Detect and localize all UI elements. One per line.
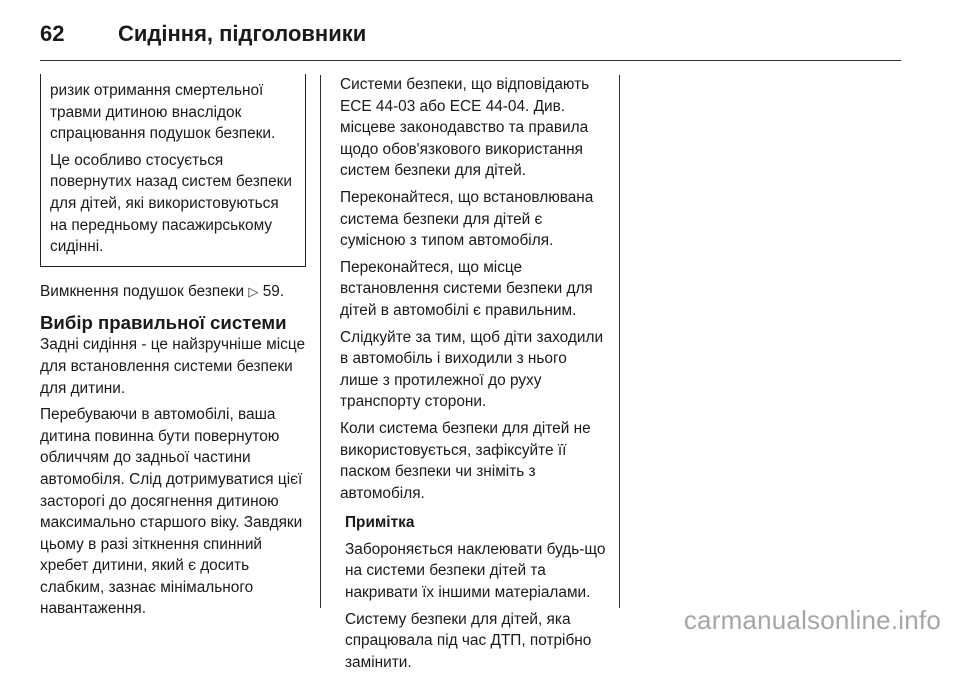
xref-page: 59.	[262, 282, 285, 300]
page-header	[40, 14, 366, 54]
paragraph: Перебуваючи в автомобілі, ваша дитина повинна бути повернутою обличчям до задньої частини автомобіля. Слід дотримуватися цієї засторогі до досягнення дитиною максимально старшого віку. Завдяки цьому в разі зіткнення спинний хребет дитини, який є досить слабким, зазнає мінімального навантаження.	[40, 406, 303, 618]
note-label: Примітка	[345, 514, 415, 532]
paragraph: Коли система безпеки для дітей не використовується, зафіксуйте її паском безпеки чи зніміть з автомобіля.	[340, 419, 591, 502]
section-heading: Вибір правильної системи	[40, 312, 287, 334]
warning-text-2: Це особливо стосується повернутих назад систем безпеки для дітей, які використовуються на передньому пасажирському сидінні.	[50, 151, 293, 256]
page-number: 62	[40, 21, 65, 46]
paragraph: Переконайтеся, що встановлювана система безпеки для дітей є сумісною з типом автомобіля.	[340, 188, 594, 250]
header-rule	[40, 60, 901, 61]
note-block	[340, 512, 608, 673]
xref-text: Вимкнення подушок безпеки	[40, 282, 245, 300]
middle-column	[340, 74, 608, 678]
note-text: Забороняється наклеювати будь-що на системи безпеки дітей та накривати їх іншими матеріалами.	[345, 540, 606, 602]
warning-box	[40, 74, 306, 267]
note-text-2: Систему безпеки для дітей, яка спрацювала під час ДТП, потрібно замінити.	[345, 610, 592, 671]
left-column	[40, 74, 306, 625]
cross-reference[interactable]	[40, 281, 306, 303]
paragraph: Переконайтеся, що місце встановлення системи безпеки для дітей в автомобілі є правильним.	[340, 258, 593, 319]
column-divider	[320, 75, 321, 608]
xref-arrow-icon: ▷	[248, 283, 259, 299]
paragraph: Задні сидіння - це найзручніше місце для встановлення системи безпеки для дитини.	[40, 336, 306, 397]
warning-text: ризик отримання смертельної травми дитиною внаслідок спрацювання подушок безпеки.	[50, 82, 276, 143]
paragraph: Системи безпеки, що відповідають ЕСЕ 44-03 або ЕСЕ 44-04. Див. місцеве законодавство та правила щодо обов'язкового використання систем безпеки для дітей.	[340, 76, 590, 180]
paragraph: Слідкуйте за тим, щоб діти заходили в автомобіль і виходили з нього лише з протилежної до руху транспорту сторони.	[340, 328, 604, 411]
watermark: carmanualsonline.info	[683, 605, 941, 635]
page-title: Сидіння, підголовники	[118, 21, 367, 46]
column-divider-right	[619, 75, 620, 608]
